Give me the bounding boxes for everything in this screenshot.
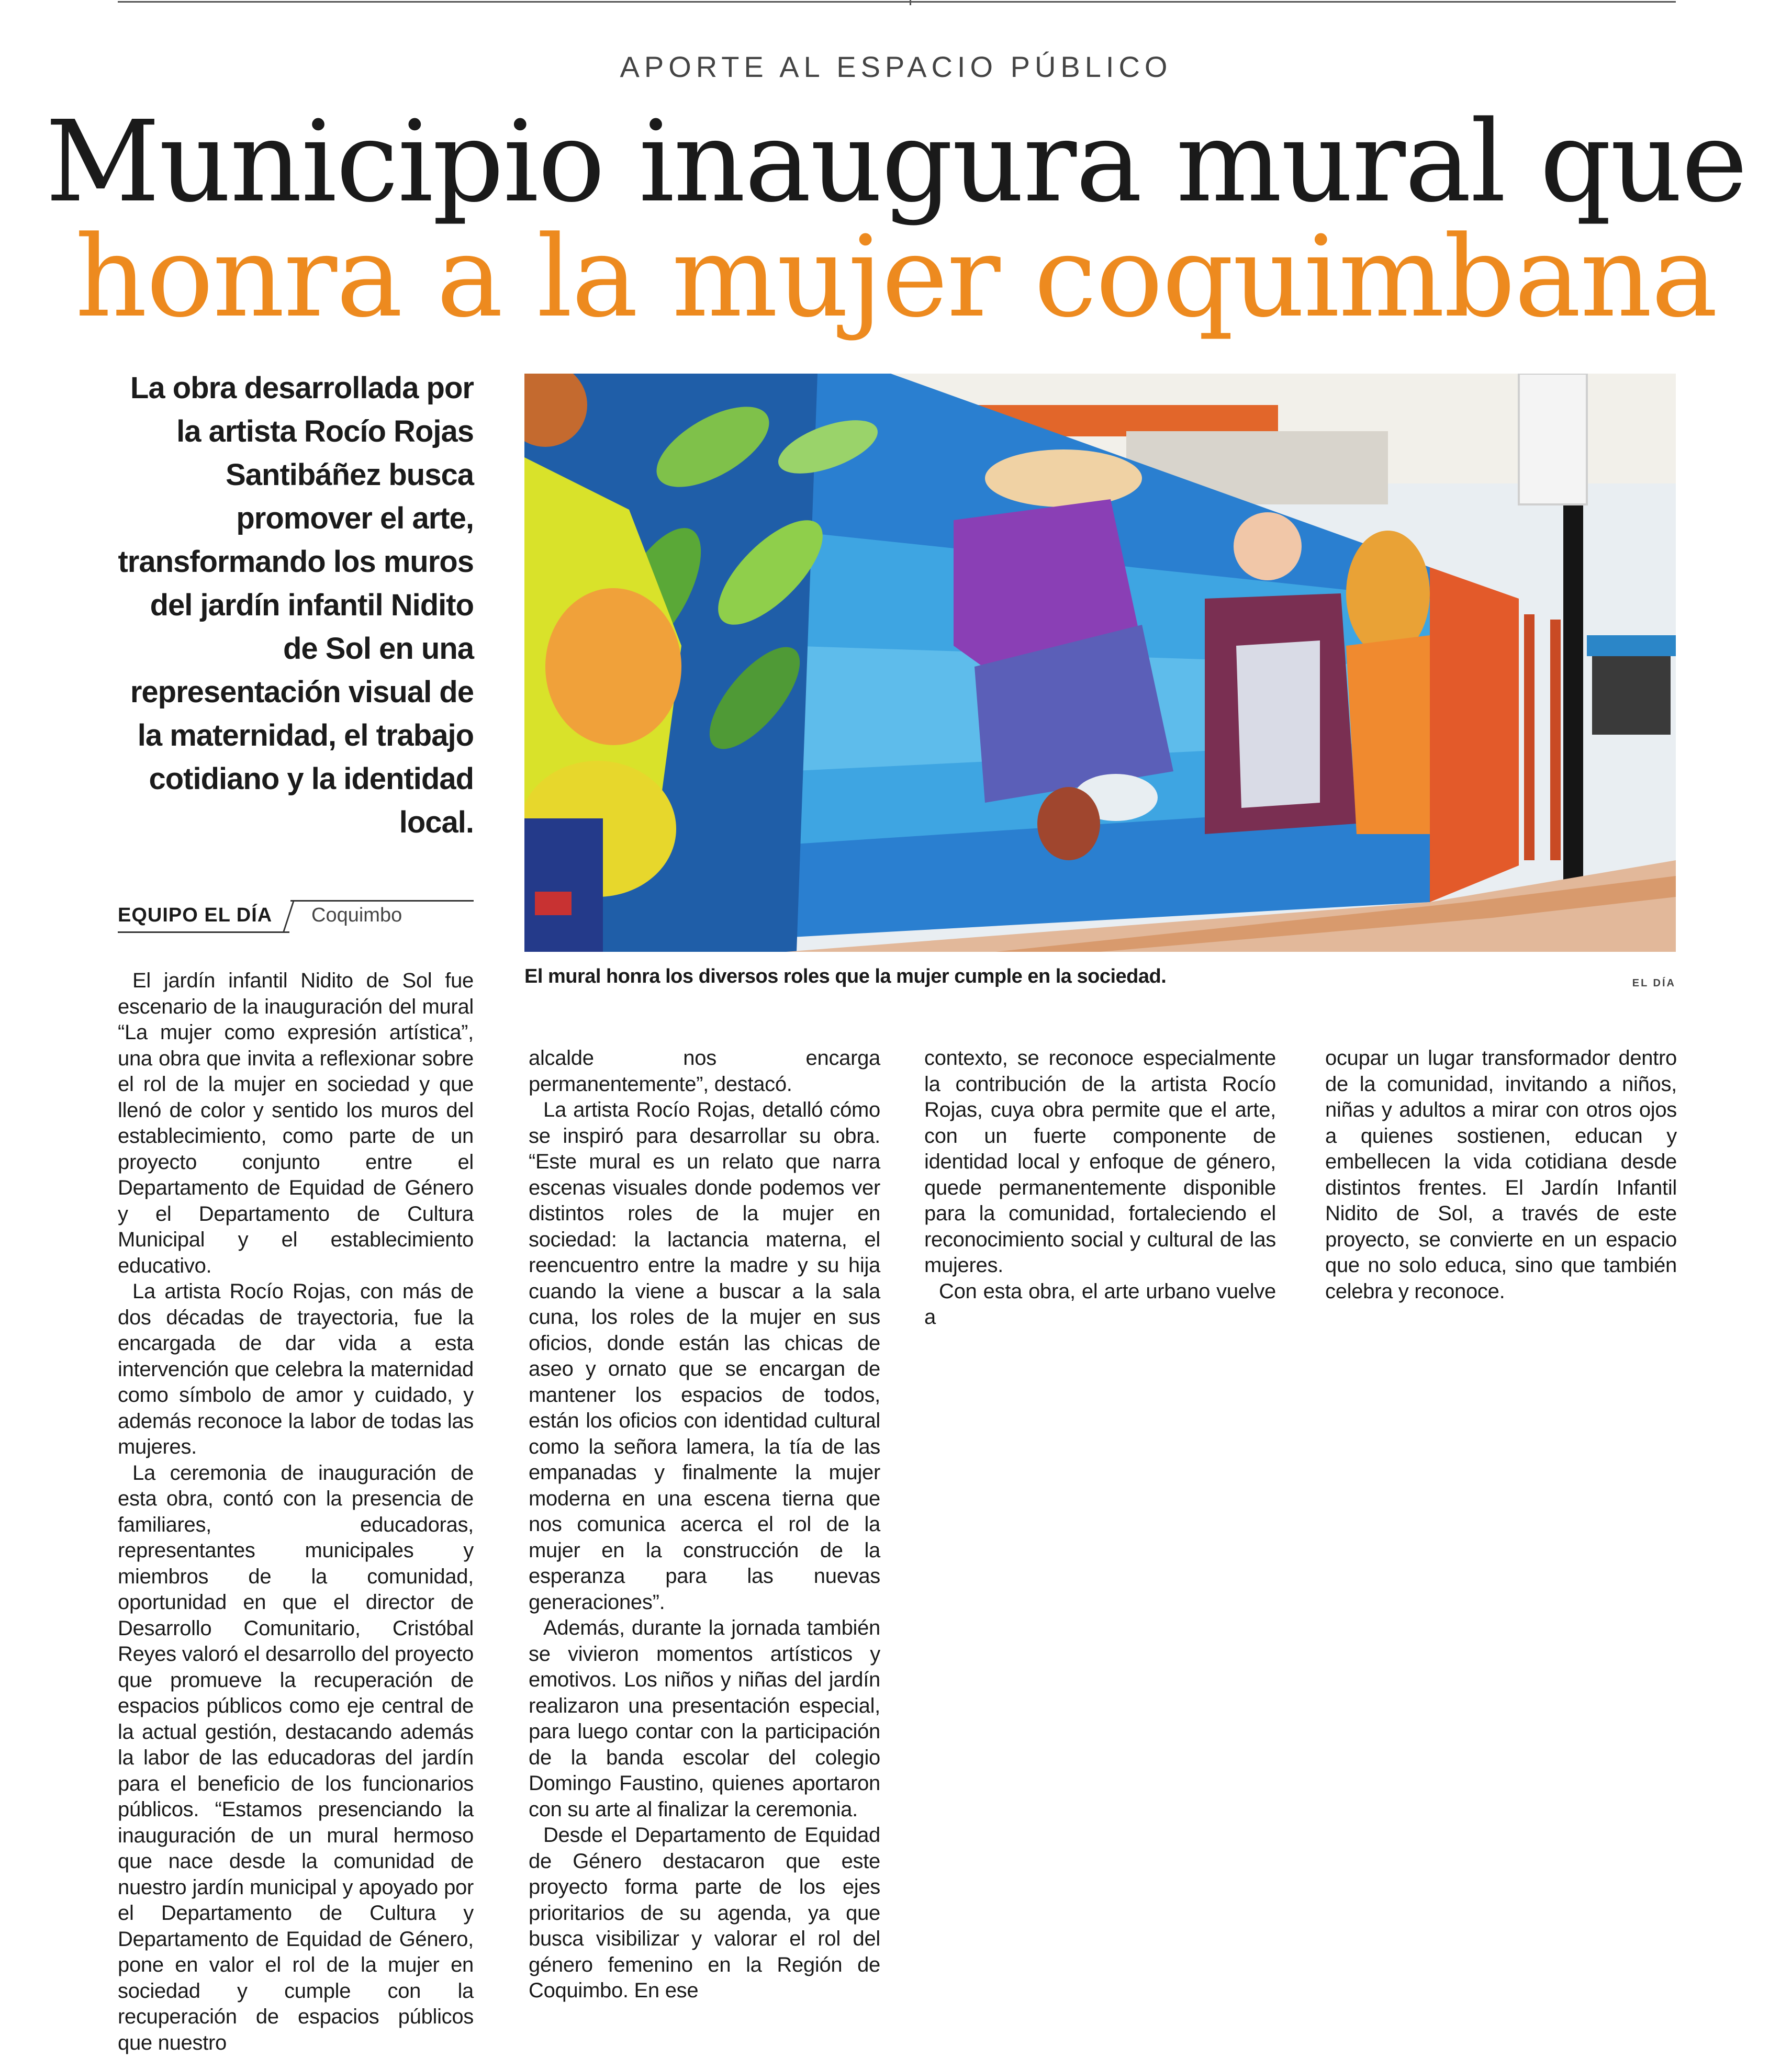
photo-credit: EL DÍA: [1632, 977, 1676, 989]
headline-line-2: honra a la mujer coquimbana: [75, 212, 1717, 342]
article-column-4: [1325, 1045, 1677, 1304]
headline-line-1: Municipio inaugura mural que: [45, 97, 1747, 227]
byline-rule-bottom: [118, 931, 289, 933]
deck-summary: La obra desarrollada por la artista Rocío Rojas Santibáñez busca promover el arte, transformando los muros del jardín infantil Nidito de Sol en una representación visual de la maternidad, el trabajo cotidiano y la identidad local.: [118, 371, 474, 839]
byline: [118, 900, 474, 937]
mural-photo: [524, 374, 1676, 952]
paragraph: El jardín infantil Nidito de Sol fue escenario de la inauguración del mural “La mujer como expresión artística”, una obra que invita a reflexionar sobre el rol de la mujer en sociedad y que llenó de color y sentido los muros del establecimiento, como parte de un proyecto conjunto entre el Departamento de Equidad de Género y el Departamento de Cultura Municipal y el establecimiento educativo.: [118, 969, 474, 1277]
article-column-2: [529, 1045, 880, 2004]
article-column-1: [118, 968, 474, 2056]
byline-slash: [283, 900, 295, 932]
top-rule: [118, 1, 1676, 3]
mural-illustration: [524, 374, 1676, 952]
article-column-3: [924, 1045, 1276, 1331]
paragraph-continued: alcalde nos encarga permanentemente”, destacó.: [529, 1047, 880, 1096]
paragraph: Desde el Departamento de Equidad de Género destacaron que este proyecto forma parte de los ejes prioritarios de su agenda, ya que busca visibilizar y valorar el rol del género femenino en la Región de Coquimbo. En ese: [529, 1824, 880, 2002]
paragraph: La ceremonia de inauguración de esta obra, contó con la presencia de familiares, educadoras, representantes municipales y miembros de la comunidad, oportunidad en que el director de Desarrollo Comunitario, Cristóbal Reyes valoró el desarrollo del proyecto que promueve la recuperación de espacios públicos como eje central de la actual gestión, destacando además la labor de las educadoras del jardín para el beneficio de los funcionarios públicos. “Estamos presenciando la inauguración de un mural hermoso que nace desde la comunidad de nuestro jardín municipal y apoyado por el Departamento de Cultura y Departamento de Equidad de Género, pone en valor el rol de la mujer en sociedad y cumple con la recuperación de espacios públicos que nuestro: [118, 1461, 474, 2054]
byline-rule-top: [290, 900, 474, 902]
photo-caption: El mural honra los diversos roles que la mujer cumple en la sociedad.: [524, 965, 1167, 987]
byline-location: Coquimbo: [311, 904, 402, 926]
paragraph: Con esta obra, el arte urbano vuelve a: [924, 1279, 1276, 1329]
top-rule-tick: [910, 0, 911, 5]
paragraph: La artista Rocío Rojas, detalló cómo se inspiró para desarrollar su obra. “Este mural es un relato que narra escenas visuales donde podemos ver distintos roles de la mujer en sociedad: la lactancia materna, el reencuentro entre la madre y su hija cuando la viene a buscar a la sala cuna, los roles de la mujer en sus oficios, donde están las chicas de aseo y ornato que se encargan de mantener los espacios de todos, están los oficios con identidad cultural como la señora lamera, la tía de las empanadas y finalmente la mujer moderna en una escena tierna que nos comunica acerca el rol de la mujer en la construcción de la esperanza para las nuevas generaciones”.: [529, 1098, 880, 1614]
section-kicker: APORTE AL ESPACIO PÚBLICO: [620, 50, 1172, 83]
paragraph-continued: ocupar un lugar transformador dentro de la comunidad, invitando a niños, niñas y adultos a mirar con otros ojos a quienes sostienen, educan y embellecen la vida cotidiana desde distintos frentes. El Jardín Infantil Nidito de Sol, a través de este proyecto, se convierte en un espacio que no solo educa, sino que también celebra y reconoce.: [1325, 1047, 1677, 1303]
byline-author: EQUIPO EL DÍA: [118, 904, 273, 926]
paragraph: La artista Rocío Rojas, con más de dos décadas de trayectoria, fue la encargada de dar vida a esta intervención que celebra la maternidad como símbolo de amor y cuidado, y además reconoce la labor de todas las mujeres.: [118, 1280, 474, 1458]
paragraph: Además, durante la jornada también se vivieron momentos artísticos y emotivos. Los niños y niñas del jardín realizaron una presentación especial, para luego contar con la participación de la banda escolar del colegio Domingo Faustino, quienes aportaron con su arte al finalizar la ceremonia.: [529, 1616, 880, 1821]
paragraph-continued: contexto, se reconoce especialmente la contribución de la artista Rocío Rojas, cuya obra permite que el arte, con un fuerte componente de identidad local y enfoque de género, quede permanentemente disponible para la comunidad, fortaleciendo el reconocimiento social y cultural de las mujeres.: [924, 1047, 1276, 1277]
